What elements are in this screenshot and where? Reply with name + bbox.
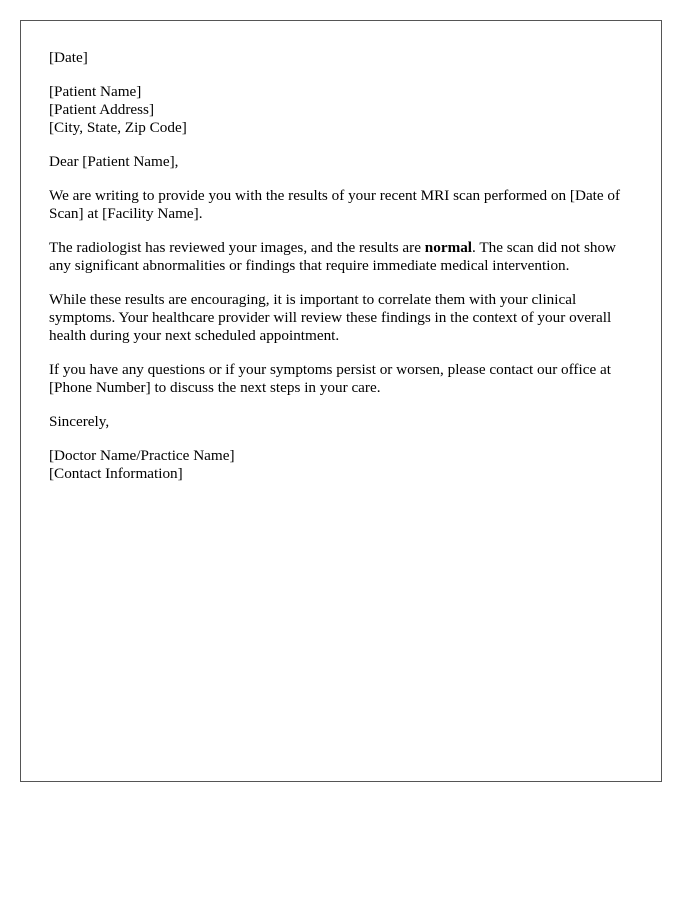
paragraph-clinical-correlation: While these results are encouraging, it is important to correlate them with your clinical symptoms. Your healthcare provider will review these findings in the context of your overall health during your next scheduled appointment. bbox=[49, 291, 612, 344]
results-normal-emphasis: normal bbox=[424, 239, 473, 256]
signature-block bbox=[49, 447, 633, 483]
signature-name: [Doctor Name/Practice Name] bbox=[49, 447, 235, 464]
results-text-before: The radiologist has reviewed your images, and the results are bbox=[49, 239, 425, 256]
results-text-after: . The scan did not show any significant abnormalities or findings that require immediate medical intervention. bbox=[49, 239, 617, 274]
recipient-city-state-zip: [City, State, Zip Code] bbox=[49, 119, 187, 136]
paragraph-contact: If you have any questions or if your symptoms persist or worsen, please contact our office at [Phone Number] to discuss the next steps in your care. bbox=[49, 361, 611, 396]
closing: Sincerely, bbox=[49, 413, 110, 430]
recipient-address: [Patient Address] bbox=[49, 101, 155, 118]
paragraph-results bbox=[49, 239, 633, 275]
letter-page bbox=[20, 20, 662, 782]
paragraph-scan-intro: We are writing to provide you with the results of your recent MRI scan performed on [Date of Scan] at [Facility Name]. bbox=[49, 187, 621, 222]
salutation: Dear [Patient Name], bbox=[49, 153, 179, 170]
recipient-block bbox=[49, 83, 633, 137]
recipient-name: [Patient Name] bbox=[49, 83, 142, 100]
letter-date: [Date] bbox=[49, 49, 88, 66]
signature-contact: [Contact Information] bbox=[49, 465, 183, 482]
